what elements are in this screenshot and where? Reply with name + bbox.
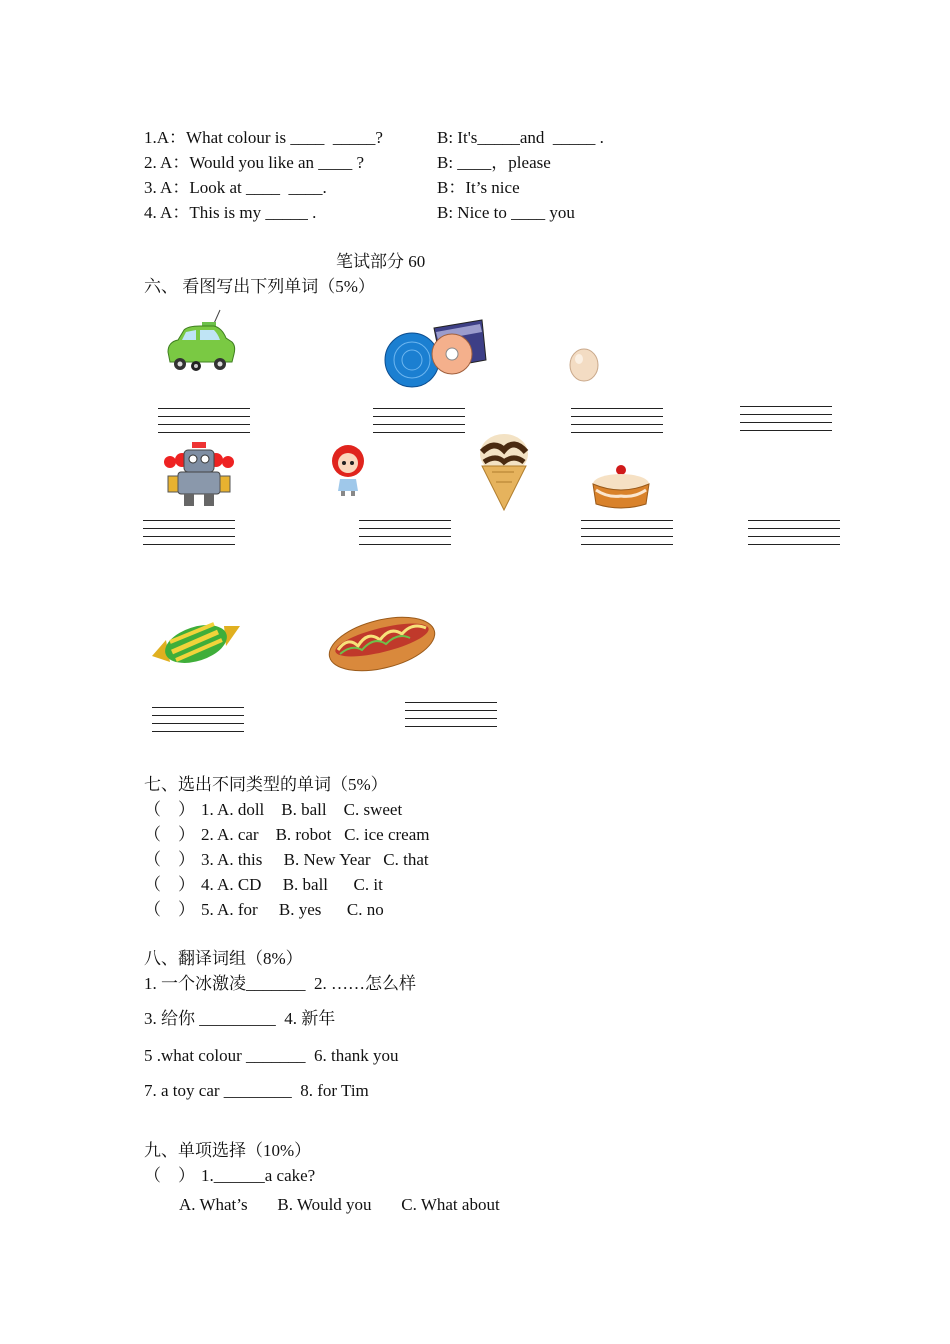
translate-row: 7. a toy car ________ 8. for Tim [144,1081,369,1100]
question-text: 1. A. doll B. ball C. sweet [201,800,403,819]
dialogue-line-4-a: 4. A：This is my _____ . [144,203,317,222]
answer-lines[interactable] [571,408,663,440]
question-text: 4. A. CD B. ball C. it [201,875,383,894]
dialogue-line-4-b: B: Nice to ____ you [437,203,575,222]
answer-paren[interactable]: （ ） [144,850,195,869]
dialogue-line-2-b: B: ____，please [437,153,551,172]
question-text: 5. A. for B. yes C. no [201,900,384,919]
dialogue-line-2-a: 2. A：Would you like an ____ ? [144,153,365,172]
dialogue-line-3-a: 3. A：Look at ____ ____. [144,178,327,197]
answer-lines[interactable] [405,702,497,734]
answer-lines[interactable] [359,520,451,552]
translate-row: 5 .what colour _______ 6. thank you [144,1046,399,1065]
question-text: 1.______a cake? [201,1166,316,1185]
answer-lines[interactable] [373,408,465,440]
sweet-icon [148,612,244,674]
section9-title: 九、单项选择（10%） [144,1141,312,1160]
section7-title: 七、选出不同类型的单词（5%） [144,775,388,794]
translate-row: 1. 一个冰激凌_______ 2. ……怎么样 [144,974,416,993]
answer-paren[interactable]: （ ） [144,825,195,844]
answer-paren[interactable]: （ ） [144,875,195,894]
dialogue-line-3-b: B：It’s nice [437,178,520,197]
dialogue-line-1-b: B: It's_____and _____ . [437,128,604,147]
egg-icon [566,347,602,383]
answer-lines[interactable] [152,707,244,739]
answer-lines[interactable] [158,408,250,440]
question-text: 3. A. this B. New Year C. that [201,850,429,869]
toy-car-icon [160,308,240,376]
cake-icon [588,462,654,514]
hot-dog-icon [326,606,440,676]
translate-row: 3. 给你 _________ 4. 新年 [144,1009,336,1028]
cd-icon [382,318,492,390]
answer-lines[interactable] [143,520,235,552]
answer-lines[interactable] [581,520,673,552]
answer-paren[interactable]: （ ） [144,1166,195,1185]
ice-cream-icon [474,430,534,512]
robot-icon [164,440,234,510]
answer-lines[interactable] [740,406,832,438]
doll-icon [326,443,370,497]
dialogue-line-1-a: 1.A：What colour is ____ _____? [144,128,383,147]
answer-paren[interactable]: （ ） [144,900,195,919]
question-text: 2. A. car B. robot C. ice cream [201,825,430,844]
question-options: A. What’s B. Would you C. What about [179,1195,500,1214]
section8-title: 八、翻译词组（8%） [144,949,303,968]
section6-title: 六、 看图写出下列单词（5%） [144,277,375,296]
answer-lines[interactable] [748,520,840,552]
written-part-title: 笔试部分 60 [336,252,426,271]
answer-paren[interactable]: （ ） [144,800,195,819]
